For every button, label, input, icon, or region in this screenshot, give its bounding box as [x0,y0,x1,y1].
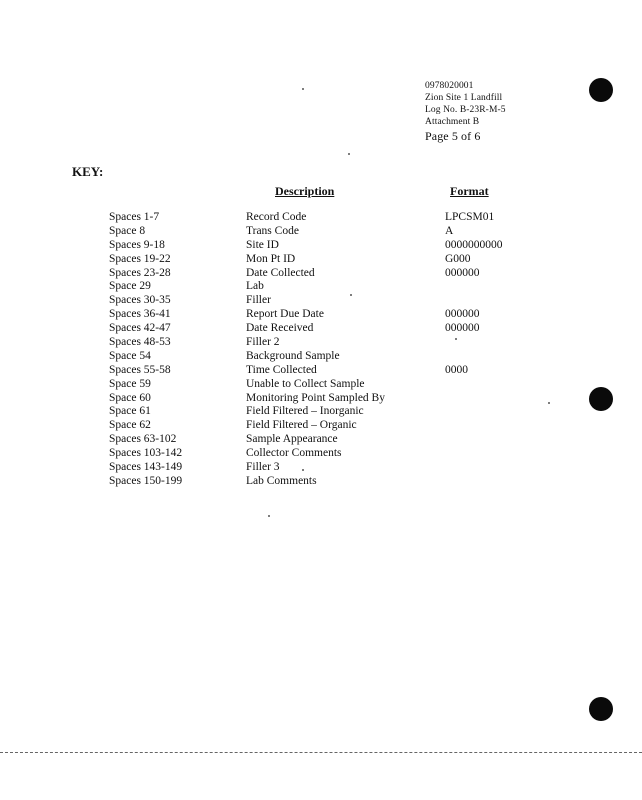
scan-speck [268,515,270,517]
row-spaces: Spaces 150-199 [109,474,183,487]
row-spaces: Space 60 [109,391,151,404]
row-description: Sample Appearance [246,433,338,446]
table-row [0,419,642,433]
row-description: Collector Comments [246,447,342,460]
table-row [0,267,642,281]
scan-speck [348,153,350,155]
table-row [0,253,642,267]
header-log-number: Log No. B-23R-M-5 [425,105,506,115]
row-spaces: Space 59 [109,377,151,390]
row-description: Lab [246,280,264,293]
row-description: Background Sample [246,349,340,362]
table-row [0,364,642,378]
row-format: 000000 [445,308,480,321]
header-site-name: Zion Site 1 Landfill [425,93,503,103]
table-row [0,211,642,225]
key-table [0,211,642,489]
table-row [0,280,642,294]
row-spaces: Spaces 48-53 [109,336,171,349]
punch-hole-bottom [589,697,613,721]
scan-speck [302,469,304,471]
key-label: KEY: [72,164,104,179]
row-description: Site ID [246,238,279,251]
row-format: A [445,224,454,237]
row-description: Filler [246,294,271,307]
table-row [0,336,642,350]
punch-hole-top [589,78,613,102]
header-attachment: Attachment B [425,117,480,127]
row-spaces: Spaces 42-47 [109,322,171,335]
row-spaces: Space 8 [109,224,146,237]
table-row [0,433,642,447]
row-description: Field Filtered – Inorganic [246,405,364,418]
table-row [0,239,642,253]
row-spaces: Spaces 1-7 [109,211,160,223]
row-spaces: Spaces 143-149 [109,461,183,474]
scan-speck [350,294,352,296]
row-description: Filler 3 [246,461,280,474]
row-format: 000000 [445,266,480,279]
description-column-header: Description [275,184,335,198]
row-format: LPCSM01 [445,211,495,223]
table-row [0,294,642,308]
scan-speck [455,338,457,340]
row-description: Date Received [246,322,314,335]
row-spaces: Spaces 19-22 [109,252,171,265]
row-format: 0000 [445,363,468,376]
format-column-header: Format [450,184,489,198]
punch-hole-middle [589,387,613,411]
row-spaces: Space 61 [109,405,151,418]
table-row [0,308,642,322]
row-description: Unable to Collect Sample [246,377,365,390]
row-spaces: Space 29 [109,280,151,293]
row-spaces: Spaces 103-142 [109,447,183,460]
header-doc-number: 0978020001 [425,81,474,91]
row-description: Date Collected [246,266,315,279]
scan-speck [548,402,550,404]
table-row [0,350,642,364]
row-description: Record Code [246,211,307,223]
table-row [0,405,642,419]
row-format: 000000 [445,322,480,335]
row-spaces: Space 54 [109,349,151,362]
table-row [0,392,642,406]
scan-speck [302,88,304,90]
row-spaces: Spaces 63-102 [109,433,177,446]
row-spaces: Spaces 23-28 [109,266,171,279]
row-description: Trans Code [246,224,299,237]
scan-edge-line [0,752,642,753]
row-description: Mon Pt ID [246,252,296,265]
row-description: Report Due Date [246,308,324,321]
row-spaces: Spaces 30-35 [109,294,171,307]
table-row [0,461,642,475]
row-description: Filler 2 [246,336,280,349]
row-description: Lab Comments [246,474,317,487]
table-row [0,225,642,239]
row-format: 0000000000 [445,238,503,251]
page-header [425,80,506,143]
row-description: Field Filtered – Organic [246,419,357,432]
row-spaces: Spaces 9-18 [109,238,165,251]
table-row [0,475,642,489]
row-format: G000 [445,252,471,265]
header-page-number: Page 5 of 6 [425,129,481,143]
table-row [0,378,642,392]
table-row [0,322,642,336]
row-spaces: Spaces 36-41 [109,308,171,321]
row-description: Time Collected [246,363,317,376]
row-description: Monitoring Point Sampled By [246,391,385,404]
row-spaces: Spaces 55-58 [109,363,171,376]
row-spaces: Space 62 [109,419,151,432]
table-row [0,447,642,461]
